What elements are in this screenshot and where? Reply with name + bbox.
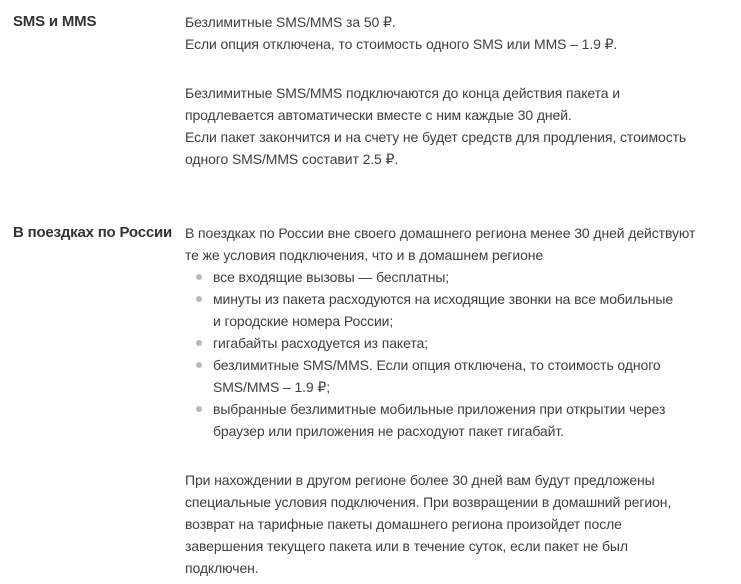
text-line: все входящие вызовы — бесплатны; <box>213 269 450 285</box>
text-line: одного SMS/MMS составит 2.5 ₽. <box>185 151 399 167</box>
text-line: продлевается автоматически вместе с ним каждые 30 дней. <box>185 107 572 123</box>
paragraph-travel-intro <box>185 222 737 266</box>
travel-conditions-bullet-list <box>185 266 737 442</box>
text-line: Если опция отключена, то стоимость одного SMS или MMS – 1.9 ₽. <box>185 36 618 52</box>
text-line: При нахождении в другом регионе более 30 дней вам будут предложены <box>185 472 655 488</box>
text-line: гигабайты расходуется из пакета; <box>213 335 428 351</box>
text-line: Безлимитные SMS/MMS подключаются до конца действия пакета и <box>185 85 620 101</box>
text-line: безлимитные SMS/MMS. Если опция отключена, то стоимость одного <box>213 357 661 373</box>
text-line: те же условия подключения, что и в домашнем регионе <box>185 247 544 263</box>
text-line: и городские номера России; <box>213 313 394 329</box>
list-item-incoming-calls <box>185 266 737 288</box>
text-line: минуты из пакета расходуются на исходящие звонки на все мобильные <box>213 291 674 307</box>
text-line: браузер или приложения не расходуют пакет гигабайт. <box>213 423 564 439</box>
text-line: завершения текущего пакета или в течение суток, если пакет не был <box>185 538 628 554</box>
paragraph-sms-price <box>185 11 737 55</box>
text-line: специальные условия подключения. При возвращении в домашний регион, <box>185 494 672 510</box>
list-item-package-minutes <box>185 288 737 332</box>
list-item-gigabytes <box>185 332 737 354</box>
list-item-unlimited-apps <box>185 398 737 442</box>
text-line: возврат на тарифные пакеты домашнего региона произойдет после <box>185 516 622 532</box>
section-travel-russia <box>13 222 737 579</box>
text-line: подключен. <box>185 560 259 576</box>
section-content-travel-russia <box>185 222 737 579</box>
section-label-travel-russia: В поездках по России <box>13 224 173 241</box>
section-label-sms-mms: SMS и MMS <box>13 13 97 30</box>
text-line: выбранные безлимитные мобильные приложения при открытии через <box>213 401 666 417</box>
paragraph-sms-renewal <box>185 82 737 170</box>
section-content-sms-mms <box>185 11 737 170</box>
text-line: Безлимитные SMS/MMS за 50 ₽. <box>185 14 396 30</box>
paragraph-travel-long-stay <box>185 469 737 579</box>
text-line: Если пакет закончится и на счету не будет средств для продления, стоимость <box>185 129 687 145</box>
list-item-unlimited-sms <box>185 354 737 398</box>
text-line: SMS/MMS – 1.9 ₽; <box>213 379 331 395</box>
section-sms-mms <box>13 11 737 170</box>
text-line: В поездках по России вне своего домашнего региона менее 30 дней действуют <box>185 225 696 241</box>
